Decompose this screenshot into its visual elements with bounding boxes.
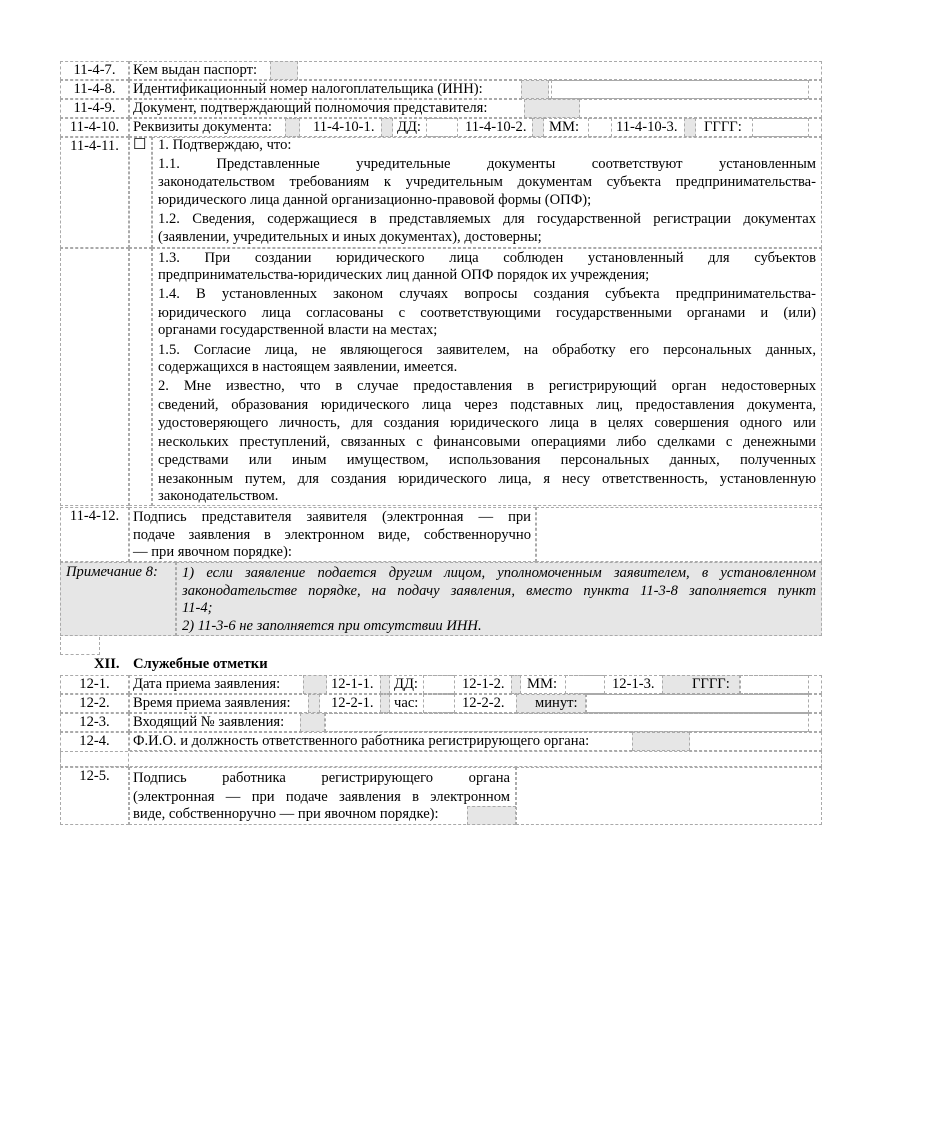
shade-block <box>380 675 390 694</box>
paragraph-1-3: предпринимательства-юридических лиц данной ОПФ порядок их учреждения; <box>158 267 650 283</box>
signature-label: Подпись работника регистрирующего органа <box>133 770 510 786</box>
shade-block <box>511 675 521 694</box>
paragraph-1-5: содержащихся в настоящем заявлении, имеется. <box>158 359 458 375</box>
day-label: ДД: <box>397 119 421 135</box>
receipt-year-field[interactable] <box>740 675 809 694</box>
shade-block <box>684 118 696 137</box>
field-label: Документ, подтверждающий полномочия представителя: <box>133 100 488 116</box>
receipt-hour-field[interactable] <box>423 694 455 713</box>
paragraph-1-4: органами государственной власти на местах; <box>158 322 438 338</box>
paragraph-1-3: 1.3. При создании юридического лица соблюден установленный для субъектов <box>158 250 816 266</box>
field-label: Идентификационный номер налогоплательщика (ИНН): <box>133 81 483 97</box>
day-field[interactable] <box>426 118 458 137</box>
field-code: 12-1-1. <box>331 676 374 692</box>
receipt-day-field[interactable] <box>423 675 455 694</box>
field-label: Время приема заявления: <box>133 695 291 711</box>
representative-signature-field[interactable] <box>536 507 822 562</box>
confirm-checkbox[interactable]: ☐ <box>133 137 147 153</box>
authority-document-field[interactable] <box>524 99 580 118</box>
section-number: XII. <box>94 656 120 672</box>
shade-block <box>303 675 327 694</box>
note-label: Примечание 8: <box>66 564 158 580</box>
paragraph-2: 2. Мне известно, что в случае предоставления в регистрирующий орган недостоверных <box>158 378 816 394</box>
field-code: 11-4-10-2. <box>465 119 527 135</box>
passport-issuer-field[interactable] <box>270 61 298 80</box>
paragraph-1-1: 1.1. Представленные учредительные документы соответствуют установленным <box>158 156 816 172</box>
paragraph-2: удостоверяющего личность, для создания юридического лица в целях совершения одного или <box>158 415 816 431</box>
note-text: 1) если заявление подается другим лицом, уполномоченным заявителем, в установленном <box>182 565 816 581</box>
field-code: 12-1-3. <box>612 676 655 692</box>
shade-block <box>632 732 690 751</box>
field-code: 12-1-2. <box>462 676 505 692</box>
officer-signature-field[interactable] <box>516 767 822 825</box>
note-text: 2) 11-3-6 не заполняется при отсутствии ИНН. <box>182 618 482 634</box>
checkbox-cell-continuation <box>129 248 152 506</box>
year-label: ГГГГ: <box>692 676 730 692</box>
note-text: 11-4; <box>182 600 213 616</box>
signature-label: — при явочном порядке): <box>133 544 292 560</box>
row-number: 12-1. <box>60 675 129 694</box>
row-number: 11-4-12. <box>60 507 129 562</box>
paragraph-1-2: 1.2. Сведения, содержащиеся в представляемых для государственной регистрации документах <box>158 211 816 227</box>
row-number: 11-4-9. <box>60 99 129 118</box>
row-number: 11-4-10. <box>60 118 129 137</box>
signature-label: подаче заявления в электронном виде, собственноручно <box>133 527 531 543</box>
field-code: 11-4-10-3. <box>616 119 678 135</box>
field-label: Входящий № заявления: <box>133 714 285 730</box>
paragraph-1-1: законодательством требованиям к учредительным документам субъекта предпринимательства- <box>158 174 816 190</box>
signature-label: виде, собственноручно — при явочном порядке): <box>133 806 439 822</box>
signature-label: Подпись представителя заявителя (электронная — при <box>133 509 531 525</box>
hour-label: час: <box>394 695 419 711</box>
inn-field[interactable] <box>521 80 549 99</box>
receipt-minute-field[interactable] <box>586 694 809 713</box>
field-code: 11-4-10-1. <box>313 119 375 135</box>
spacer-cell <box>60 637 100 655</box>
incoming-number-field[interactable] <box>325 713 809 732</box>
officer-name-field[interactable] <box>60 751 822 767</box>
paragraph-1-4: юридического лица согласованы с соответствующими государственными органами и (или) <box>158 305 816 321</box>
row-number: 12-3. <box>60 713 129 732</box>
shade-block <box>300 713 325 732</box>
shade-block <box>285 118 300 137</box>
minute-label: минут: <box>535 695 578 711</box>
year-label: ГГГГ: <box>704 119 742 135</box>
row-number: 11-4-8. <box>60 80 129 99</box>
field-code: 12-2-1. <box>331 695 374 711</box>
note-text: законодательстве порядке, на подачу заявления, вместо пункта 11-3-8 заполняется пункт <box>182 583 816 599</box>
signature-label: (электронная — при подаче заявления в электронном <box>133 789 510 805</box>
row-number: 11-4-11. <box>60 137 129 248</box>
row-number: 11-4-7. <box>60 61 129 80</box>
section-title: Служебные отметки <box>133 656 268 672</box>
inn-value-field[interactable] <box>551 80 809 99</box>
day-label: ДД: <box>394 676 418 692</box>
field-label: Кем выдан паспорт: <box>133 62 258 78</box>
month-field[interactable] <box>588 118 612 137</box>
year-field[interactable] <box>752 118 809 137</box>
paragraph-2: незаконным путем, для создания юридического лица, я несу ответственность, установленную <box>158 471 816 487</box>
month-label: ММ: <box>549 119 580 135</box>
paragraph-2: законодательством. <box>158 488 279 504</box>
field-label: Реквизиты документа: <box>133 119 272 135</box>
paragraph-2: средствами или иным имуществом, использования персональных данных, полученных <box>158 452 816 468</box>
row-number: 12-2. <box>60 694 129 713</box>
shade-block <box>532 118 544 137</box>
receipt-month-field[interactable] <box>565 675 605 694</box>
shade-block <box>381 118 393 137</box>
shade-block <box>380 694 390 713</box>
month-label: ММ: <box>527 676 558 692</box>
row-number: 12-5. <box>60 767 129 825</box>
shade-block <box>467 806 516 825</box>
shade-block <box>308 694 320 713</box>
paragraph-1-1: юридического лица данной организационно-правовой формы (ОПФ); <box>158 192 592 208</box>
field-label: Дата приема заявления: <box>133 676 281 692</box>
field-code: 12-2-2. <box>462 695 505 711</box>
paragraph-1-heading: 1. Подтверждаю, что: <box>158 137 292 153</box>
paragraph-1-4: 1.4. В установленных законом случаях вопросы создания субъекта предпринимательства- <box>158 286 816 302</box>
paragraph-2: сведений, образования юридического лица через подставных лиц, предоставления документа, <box>158 397 816 413</box>
paragraph-1-5: 1.5. Согласие лица, не являющегося заявителем, на обработку его персональных данных, <box>158 342 816 358</box>
paragraph-2: нескольких преступлений, связанных с финансовыми операциями либо сделками с денежными <box>158 434 816 450</box>
row-number-continuation <box>60 248 129 506</box>
paragraph-1-2: (заявлении, учредительных и иных документах), достоверны; <box>158 229 542 245</box>
field-label: Ф.И.О. и должность ответственного работника регистрирующего органа: <box>133 733 590 749</box>
row-number: 12-4. <box>60 732 129 767</box>
